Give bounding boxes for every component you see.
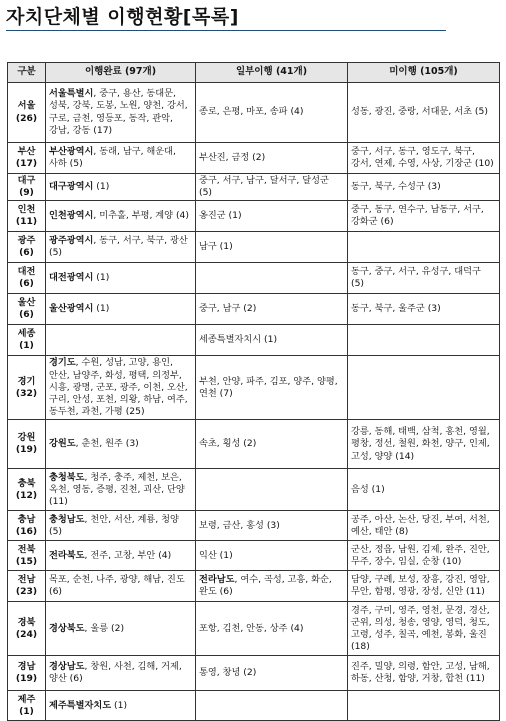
done-cell [46,356,196,420]
table-row [8,143,500,174]
cell-text: 목포, 순천, 나주, 광양, 해남, 진도 (6) [49,574,185,598]
cell-text: 통영, 창녕 (2) [199,667,257,679]
header-done: 이행완료 (97개) [46,63,196,83]
cell-text: 음성 (1) [351,483,385,495]
region-name: 인천 [17,204,36,216]
region-cell [8,571,46,602]
region-count: (6) [19,278,34,290]
province-name: 전라북도 [49,549,85,561]
partial-cell [196,420,348,469]
cell-text: , 청주, 충주, 제천, 보은, 옥천, 영동, 증평, 진천, 괴산, 단양 (11) [49,471,185,508]
province-name: 광주광역시 [49,235,94,247]
none-cell [348,83,500,143]
region-cell [8,83,46,143]
province-name: 경상남도 [49,661,85,673]
region-name: 경남 [17,661,36,673]
table-row [8,294,500,325]
header-none: 미이행 (105개) [348,63,500,83]
none-cell [348,201,500,232]
title-underline [6,30,446,31]
partial-cell [196,571,348,602]
table-row [8,232,500,263]
cell-text: (1) [111,699,128,711]
region-name: 서울 [17,100,36,112]
table-row [8,602,500,656]
none-cell [348,143,500,174]
region-cell [8,263,46,294]
cell-text: , 동구, 서구, 북구, 광산 (5) [49,235,188,259]
province-name: 부산광역시 [49,145,94,157]
region-count: (17) [15,158,38,169]
cell-text: 중구, 남구 (2) [199,303,257,315]
cell-text: 동구, 북구, 울주군 (3) [351,303,441,315]
region-cell [8,420,46,469]
done-cell [46,201,196,232]
done-cell [46,691,196,721]
done-cell [46,469,196,511]
region-name: 대구 [17,175,36,186]
region-count: (16) [15,525,38,537]
done-cell [46,420,196,469]
region-cell [8,356,46,420]
none-cell [348,232,500,263]
region-count: (9) [19,187,34,199]
table-row [8,325,500,356]
region-cell [8,294,46,325]
province-name: 경상북도 [49,622,85,634]
table-row [8,691,500,721]
cell-text: 중구, 서구, 동구, 영도구, 북구, 강서, 연제, 수영, 사상, 기장군 (10) [351,145,494,169]
cell-text: , 수원, 성남, 고양, 용인, 안산, 남양주, 화성, 평택, 의정부, 시흥, 광명, 군포, 광주, 이천, 오산, 구리, 안성, 포천, 의왕, 하남, 여주, 동두천, 과천, 가평 (25) [49,357,188,418]
region-cell [8,469,46,511]
region-count: (6) [19,309,34,321]
partial-cell [196,541,348,571]
none-cell [348,571,500,602]
region-name: 제주 [17,693,36,705]
cell-text: (1) [93,181,110,193]
done-cell [46,232,196,263]
region-count: (1) [19,340,34,352]
region-name: 전북 [17,543,36,555]
province-name: 울산광역시 [49,303,94,315]
partial-cell [196,325,348,356]
partial-cell [196,143,348,174]
header-partial: 일부이행 (41개) [196,63,348,83]
cell-text: 중구, 서구, 남구, 달서구, 달성군 (5) [199,175,329,199]
none-cell [348,469,500,511]
table-row [8,420,500,469]
table-row [8,201,500,232]
cell-text: , 미추홀, 부평, 계양 (4) [93,210,189,222]
region-count: (12) [15,489,38,501]
done-cell [46,263,196,294]
region-cell [8,325,46,356]
cell-text: 남구 (1) [199,241,233,253]
none-cell [348,325,500,356]
none-cell [348,356,500,420]
none-cell [348,602,500,656]
partial-cell [196,232,348,263]
done-cell [46,602,196,656]
table-row [8,356,500,420]
province-name: 인천광역시 [49,210,94,222]
none-cell [348,511,500,541]
region-cell [8,602,46,656]
cell-text: 옹진군 (1) [199,210,242,222]
partial-cell [196,83,348,143]
region-count: (15) [15,555,38,567]
table-row [8,174,500,201]
done-cell [46,83,196,143]
cell-text: 군산, 정읍, 남원, 김제, 완주, 진안, 무주, 장수, 임실, 순창 (10) [351,543,490,567]
none-cell [348,263,500,294]
province-name: 대전광역시 [49,272,94,284]
province-name: 강원도 [49,438,76,450]
region-name: 대전 [17,266,36,278]
cell-text: (1) [93,272,110,284]
partial-cell [196,174,348,201]
region-name: 강원 [17,432,36,444]
province-name: 충청남도 [49,513,85,525]
cell-text: 경주, 구미, 영주, 영천, 문경, 경산, 군위, 의성, 청송, 영양, 영덕, 청도, 고령, 성주, 칠곡, 예천, 봉화, 울진 (18) [351,604,490,653]
partial-cell [196,691,348,721]
region-name: 울산 [17,297,36,309]
cell-text: , 창원, 사천, 김해, 거제, 양산 (6) [49,661,182,685]
cell-text: 속초, 횡성 (2) [199,438,257,450]
region-name: 충북 [17,477,36,489]
none-cell [348,656,500,691]
status-table [7,62,500,721]
cell-text: , 전주, 고창, 부안 (4) [84,549,172,561]
partial-cell [196,263,348,294]
table-body [8,83,500,721]
cell-text: , 춘천, 원주 (3) [75,438,139,450]
region-name: 세종 [17,328,36,340]
region-name: 경기 [17,375,36,387]
province-name: 제주특별자치도 [49,699,112,711]
region-cell [8,232,46,263]
province-name: 충청북도 [49,471,85,483]
region-count: (24) [15,628,38,640]
done-cell [46,541,196,571]
province-name: 경기도 [49,357,76,369]
cell-text: 강릉, 동해, 태백, 삼척, 홍천, 영월, 평창, 정선, 철원, 화천, 양구, 인제, 고성, 양양 (14) [351,426,490,462]
done-cell [46,325,196,356]
region-count: (32) [15,387,38,399]
cell-text: , 울릉 (2) [84,622,125,634]
table-row [8,469,500,511]
none-cell [348,691,500,721]
done-cell [46,174,196,201]
done-cell [46,511,196,541]
cell-text: 중구, 동구, 연수구, 남동구, 서구, 강화군 (6) [351,204,484,228]
cell-text: 동구, 중구, 서구, 유성구, 대덕구 (5) [351,266,481,290]
partial-cell [196,602,348,656]
none-cell [348,294,500,325]
table-header-row [8,63,500,83]
partial-cell [196,656,348,691]
region-count: (1) [19,705,34,717]
table-row [8,263,500,294]
region-count: (19) [15,444,38,456]
cell-text: , 여수, 곡성, 고흥, 화순, 완도 (6) [199,574,332,598]
region-cell [8,201,46,232]
region-cell [8,656,46,691]
province-name: 전라남도 [199,574,235,586]
table-row [8,83,500,143]
cell-text: 종로, 은평, 마포, 송파 (4) [199,106,304,118]
none-cell [348,174,500,201]
cell-text: 부천, 안양, 파주, 김포, 양주, 양평, 연천 (7) [199,375,338,399]
region-cell [8,174,46,201]
partial-cell [196,294,348,325]
partial-cell [196,201,348,232]
table-row [8,571,500,602]
region-count: (26) [15,112,38,124]
cell-text: , 동래, 남구, 해운대, 사하 (5) [49,145,176,169]
province-name: 서울특별시 [49,88,94,100]
region-name: 광주 [17,235,36,247]
cell-text: 공주, 아산, 논산, 당진, 부여, 서천, 예산, 태안 (8) [351,513,490,537]
partial-cell [196,511,348,541]
cell-text: , 천안, 서산, 계룡, 청양 (5) [49,513,179,537]
cell-text: (1) [93,303,110,315]
table-row [8,511,500,541]
region-cell [8,511,46,541]
region-name: 전남 [17,574,36,586]
region-cell [8,691,46,721]
cell-text: 포항, 김천, 안동, 상주 (4) [199,622,304,634]
none-cell [348,420,500,469]
region-name: 부산 [17,145,36,157]
done-cell [46,294,196,325]
header-region: 구분 [8,63,46,83]
region-count: (23) [15,586,38,598]
province-name: 대구광역시 [49,181,94,193]
region-name: 충남 [17,513,36,525]
done-cell [46,571,196,602]
table-row [8,541,500,571]
cell-text: 담양, 구례, 보성, 장흥, 강진, 영암, 무안, 함평, 영광, 장성, 신안 (11) [351,574,490,598]
table-row [8,656,500,691]
partial-cell [196,469,348,511]
none-cell [348,541,500,571]
region-count: (11) [15,216,38,228]
cell-text: 동구, 북구, 수성구 (3) [351,181,441,193]
cell-text: 세종특별자치시 (1) [199,334,278,346]
page-title: 자치단체별 이행현황[목록] [6,6,239,28]
region-count: (19) [15,673,38,685]
done-cell [46,143,196,174]
done-cell [46,656,196,691]
cell-text: 보령, 금산, 홍성 (3) [199,519,280,531]
cell-text: 익산 (1) [199,549,233,561]
region-cell [8,143,46,174]
region-count: (6) [19,247,34,259]
cell-text: 부산진, 금정 (2) [199,151,266,163]
region-name: 경북 [17,616,36,628]
cell-text: 성동, 광진, 중랑, 서대문, 서초 (5) [351,106,488,118]
cell-text: , 중구, 용산, 동대문, 성북, 강북, 도봉, 노원, 양천, 강서, 구로, 금천, 영등포, 동작, 관악, 강남, 강동 (17) [49,88,188,136]
partial-cell [196,356,348,420]
region-cell [8,541,46,571]
cell-text: 진주, 밀양, 의령, 함안, 고성, 남해, 하동, 산청, 함양, 거창, 합천 (11) [351,661,490,685]
